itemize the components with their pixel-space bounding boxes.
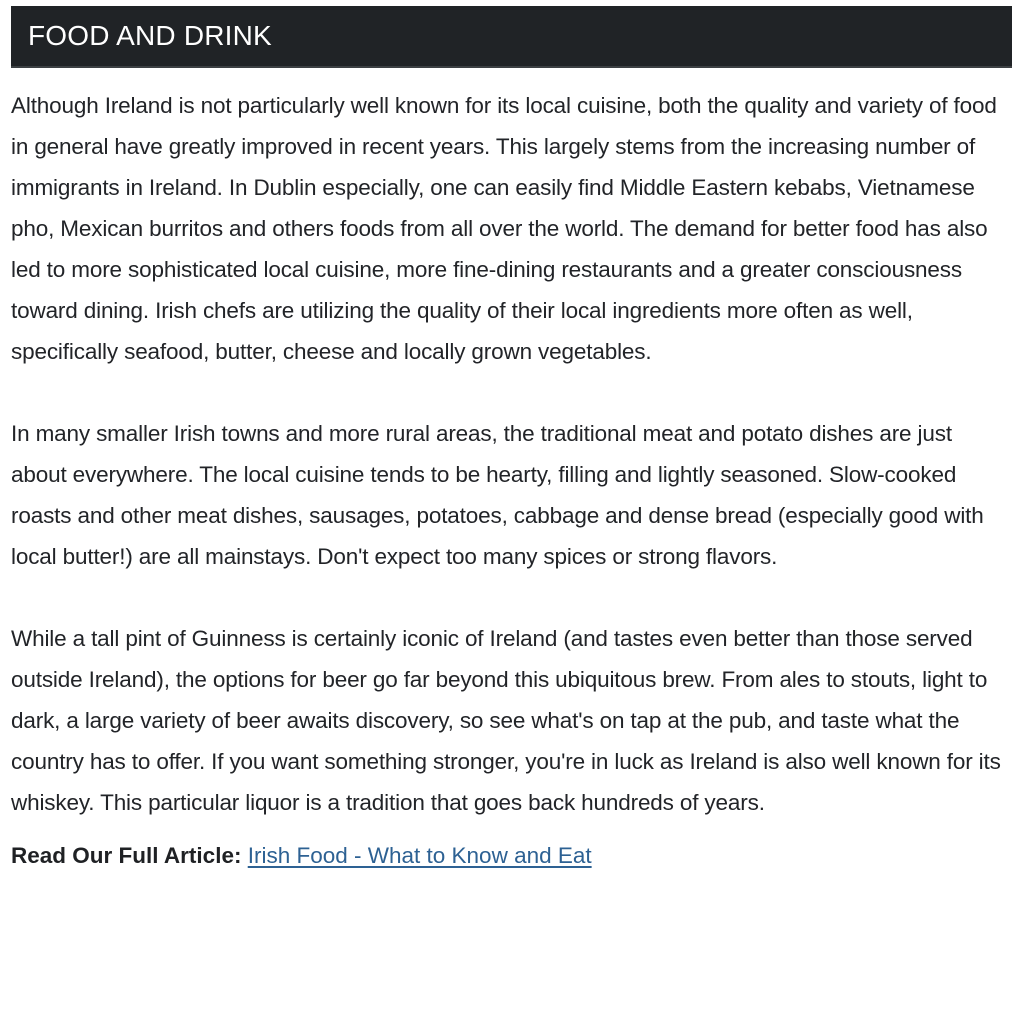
paragraph-rural-cuisine: In many smaller Irish towns and more rural areas, the traditional meat and potato dishes are just about everywhere. The local cuisine tends to be hearty, filling and lightly seasoned. Slow-cooked roasts and other meat dishes, sausages, potatoes, cabbage and dense bread (especially good with local butter!) are all mainstays. Don't expect too many spices or strong flavors. xyxy=(11,421,984,569)
section-header-bar xyxy=(11,6,1012,68)
read-more-line xyxy=(11,835,1013,876)
section-title: FOOD AND DRINK xyxy=(28,20,272,51)
paragraph-cuisine-overview: Although Ireland is not particularly well known for its local cuisine, both the quality and variety of food in general have greatly improved in recent years. This largely stems from the increasing number of immigrants in Ireland. In Dublin especially, one can easily find Middle Eastern kebabs, Vietnamese pho, Mexican burritos and others foods from all over the world. The demand for better food has also led to more sophisticated local cuisine, more fine-dining restaurants and a greater consciousness toward dining. Irish chefs are utilizing the quality of their local ingredients more often as well, specifically seafood, butter, cheese and locally grown vegetables. xyxy=(11,93,997,364)
section-body xyxy=(11,85,1013,876)
full-article-link[interactable]: Irish Food - What to Know and Eat xyxy=(247,843,592,868)
paragraph-beer-whiskey: While a tall pint of Guinness is certainly iconic of Ireland (and tastes even better than those served outside Ireland), the options for beer go far beyond this ubiquitous brew. From ales to stouts, light to dark, a large variety of beer awaits discovery, so see what's on tap at the pub, and taste what the country has to offer. If you want something stronger, you're in luck as Ireland is also well known for its whiskey. This particular liquor is a tradition that goes back hundreds of years. xyxy=(11,626,1001,815)
read-more-label: Read Our Full Article: xyxy=(11,843,242,868)
